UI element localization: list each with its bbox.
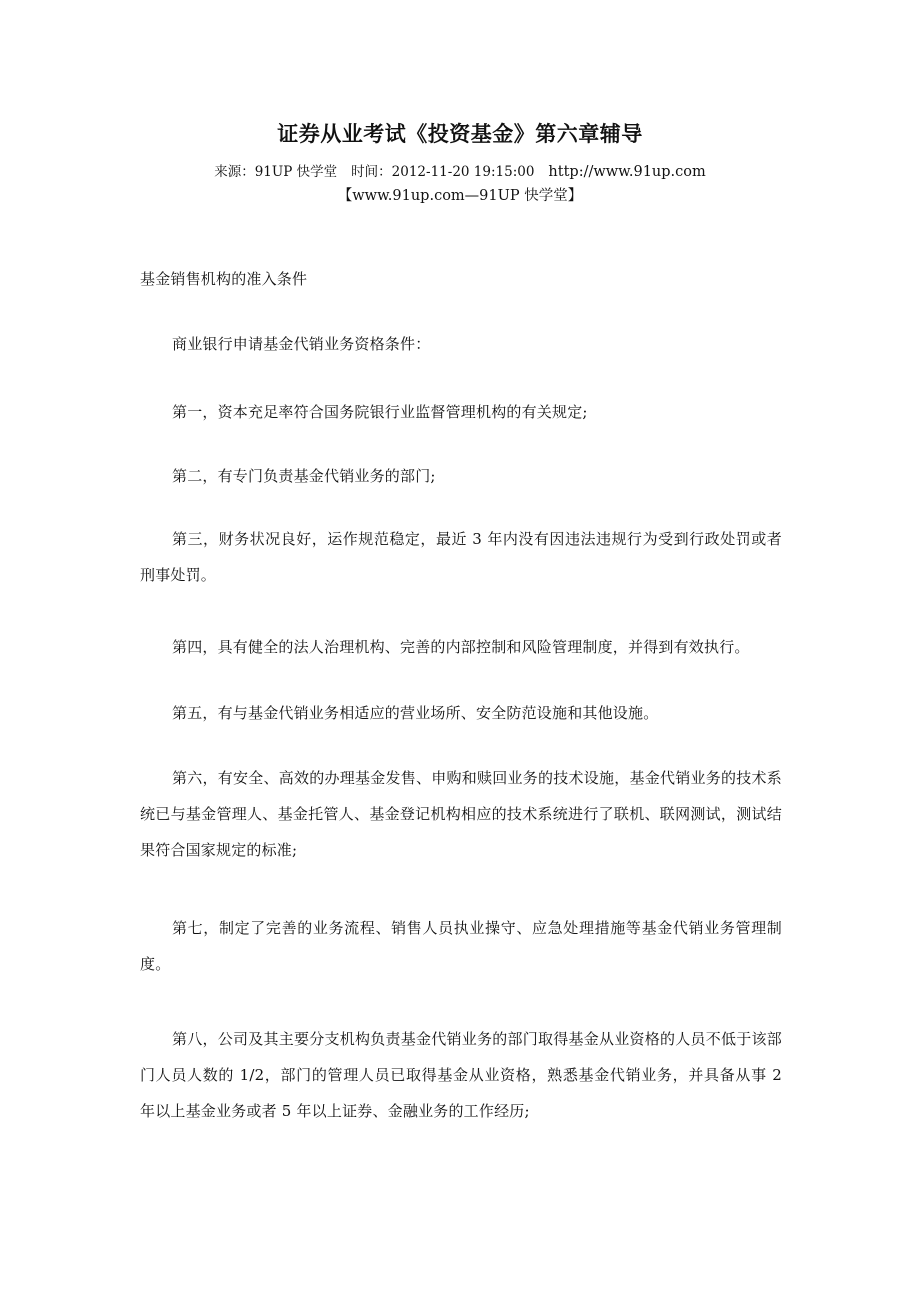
meta-time: 时间：2012-11-20 19:15:00 [351, 164, 535, 180]
document-title: 证券从业考试《投资基金》第六章辅导 [277, 121, 643, 146]
paragraph-6: 第六，有安全、高效的办理基金发售、申购和赎回业务的技术设施，基金代销业务的技术系统已与基金管理人、基金托管人、基金登记机构相应的技术系统进行了联机、联网测试，测试结果符合国家规定的标准; [140, 769, 782, 859]
paragraph-4: 第四，具有健全的法人治理机构、完善的内部控制和风险管理制度，并得到有效执行。 [172, 638, 750, 656]
meta-source: 来源：91UP 快学堂 [214, 164, 338, 180]
paragraph-3: 第三，财务状况良好，运作规范稳定，最近 3 年内没有因违法违规行为受到行政处罚或者刑事处罚。 [140, 530, 782, 584]
paragraph-intro: 商业银行申请基金代销业务资格条件： [172, 335, 431, 353]
paragraph-5: 第五，有与基金代销业务相适应的营业场所、安全防范设施和其他设施。 [172, 704, 659, 722]
paragraph-8: 第八，公司及其主要分支机构负责基金代销业务的部门取得基金从业资格的人员不低于该部门人员人数的 1/2，部门的管理人员已取得基金从业资格，熟悉基金代销业务，并具备从事 2 年以上基金业务或者 5 年以上证券、金融业务的工作经历; [140, 1030, 782, 1120]
document-meta [0, 162, 920, 182]
site-bracket-line: 【www.91up.com—91UP 快学堂】 [337, 188, 583, 204]
paragraph-7: 第七，制定了完善的业务流程、销售人员执业操守、应急处理措施等基金代销业务管理制度。 [140, 919, 782, 973]
section-heading: 基金销售机构的准入条件 [140, 270, 308, 288]
paragraph-2: 第二，有专门负责基金代销业务的部门; [172, 467, 436, 485]
paragraph-1: 第一，资本充足率符合国务院银行业监督管理机构的有关规定; [172, 403, 588, 421]
meta-url[interactable]: http://www.91up.com [548, 164, 706, 180]
